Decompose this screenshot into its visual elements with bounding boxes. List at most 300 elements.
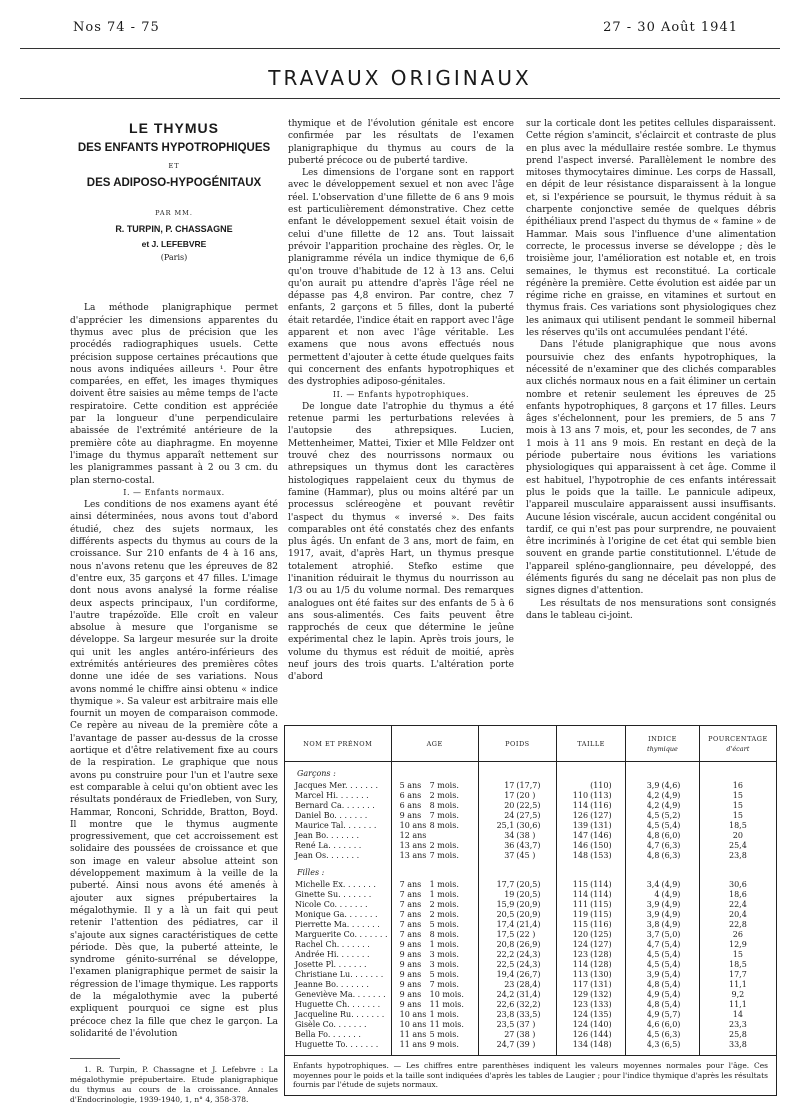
cell-name: Bella Fo. . . . . . . (285, 1030, 392, 1040)
cell-weight (478, 851, 556, 861)
cell-index-value: 4,8 (646, 850, 660, 860)
cell-weight (478, 900, 556, 910)
col-header-name: NOM ET PRÉNOM (285, 726, 392, 762)
table-body (285, 762, 777, 1096)
cell-height (557, 990, 626, 1000)
cell-weight-value: 22,2 (496, 949, 515, 959)
col-header-age: AGE (391, 726, 478, 762)
article-title-line1: LE THYMUS (129, 120, 219, 136)
cell-index-value: 4,8 (646, 999, 660, 1009)
cell-age-years: 7 ans (399, 909, 422, 919)
cell-weight-norm: (26,9) (516, 939, 541, 949)
cell-weight (478, 811, 556, 821)
cell-age (391, 920, 478, 930)
cell-name: Daniel Bo. . . . . . . (285, 811, 392, 821)
cell-age (391, 781, 478, 791)
cell-weight-value: 37 (504, 850, 515, 860)
cell-height-value: 126 (572, 810, 589, 820)
cell-age (391, 791, 478, 801)
article-title-block (70, 122, 278, 264)
cell-index-norm: (5,4) (661, 820, 681, 830)
cell-name: Marcel Hi. . . . . . . (285, 791, 392, 801)
cell-weight (478, 920, 556, 930)
cell-index-norm: (5,2) (661, 810, 681, 820)
cell-height (557, 831, 626, 841)
cell-index-value: 4,8 (646, 979, 660, 989)
cell-index-value: 3,9 (646, 909, 660, 919)
cell-index-norm: (4,9) (661, 899, 681, 909)
section-rule (20, 98, 780, 99)
cell-index-value: 3,8 (646, 919, 660, 929)
cell-height-norm: (130) (590, 969, 612, 979)
cell-age (391, 841, 478, 851)
cell-index-value: 4,5 (646, 949, 660, 959)
cell-index-value: 4,5 (646, 1029, 660, 1039)
cell-height-norm: (131) (590, 979, 612, 989)
cell-weight (478, 1010, 556, 1020)
cell-age-months: 9 mois. (429, 1039, 459, 1049)
cell-age-months: 5 mois. (429, 1029, 459, 1039)
article-authors-2: et J. LEFEBVRE (141, 238, 207, 249)
cell-height (557, 1040, 626, 1050)
group-label-girls: Filles : (285, 867, 392, 880)
cell-index (626, 880, 700, 890)
col-header-pct-label: POURCENTAGE (708, 734, 768, 743)
cell-weight-norm: (17,7) (516, 780, 541, 790)
cell-height-value: 115 (572, 919, 589, 929)
cell-age-months: 1 mois. (429, 939, 459, 949)
cell-weight (478, 970, 556, 980)
cell-index-norm: (4,9) (661, 909, 681, 919)
cell-age (391, 880, 478, 890)
cell-height (557, 811, 626, 821)
cell-age-years: 12 ans (399, 830, 427, 840)
cell-height-norm: (148) (590, 1039, 612, 1049)
cell-index-norm: (5,7) (661, 1009, 681, 1019)
cell-weight (478, 1040, 556, 1050)
cell-age-years: 6 ans (399, 790, 422, 800)
cell-weight-value: 23 (504, 979, 515, 989)
section-heading-hypotrophic: II. — Enfants hypotrophiques. (332, 389, 470, 399)
cell-height-value: 146 (572, 840, 589, 850)
table-row (285, 801, 777, 811)
cell-weight (478, 910, 556, 920)
col-header-height: TAILLE (557, 726, 626, 762)
cell-height-value: 110 (572, 790, 589, 800)
cell-pct: 17,7 (728, 969, 747, 979)
cell-age (391, 970, 478, 980)
cell-age (391, 801, 478, 811)
cell-age-months: 2 mois. (429, 899, 459, 909)
cell-index (626, 970, 700, 980)
cell-weight (478, 1020, 556, 1030)
cell-pct: 20,4 (728, 909, 747, 919)
cell-age-months: 1 mois. (429, 889, 459, 899)
cell-weight-value: 19,4 (496, 969, 515, 979)
cell-index (626, 791, 700, 801)
cell-weight-norm: (20,5) (516, 889, 541, 899)
cell-weight-value: 17 (504, 790, 515, 800)
cell-name: Nicole Co. . . . . . . (285, 900, 392, 910)
table-row (285, 900, 777, 910)
cell-age-months: 7 mois. (429, 850, 459, 860)
cell-age (391, 1000, 478, 1010)
cell-weight (478, 880, 556, 890)
cell-pct: 33,8 (728, 1039, 747, 1049)
cell-index-value: 4 (654, 889, 660, 899)
cell-age-months: 7 mois. (429, 979, 459, 989)
col-header-index-label: INDICE (648, 734, 677, 743)
cell-height (557, 851, 626, 861)
cell-weight-norm: (32,2) (516, 999, 541, 1009)
cell-weight-value: 17,4 (496, 919, 515, 929)
cell-age-months: 1 mois. (429, 879, 459, 889)
cell-index-norm: (6,0) (661, 830, 681, 840)
cell-age (391, 910, 478, 920)
cell-pct: 16 (732, 780, 743, 790)
cell-weight (478, 781, 556, 791)
cell-pct: 11,1 (728, 979, 747, 989)
cell-weight (478, 950, 556, 960)
cell-height (557, 980, 626, 990)
cell-age-months: 3 mois. (429, 949, 459, 959)
cell-age-years: 10 ans (399, 1009, 427, 1019)
table-row (285, 930, 777, 940)
issue-date: 27 - 30 Août 1941 (603, 20, 738, 35)
cell-age-months: 8 mois. (429, 800, 459, 810)
cell-age (391, 1020, 478, 1030)
cell-index-value: 4,8 (646, 830, 660, 840)
cell-index-value: 4,9 (646, 989, 660, 999)
cell-height-norm: (115) (590, 899, 612, 909)
cell-height-norm: (128) (590, 949, 612, 959)
cell-height-value: 124 (572, 1009, 589, 1019)
cell-age-years: 7 ans (399, 889, 422, 899)
table-row (285, 791, 777, 801)
table-row (285, 890, 777, 900)
cell-weight (478, 940, 556, 950)
cell-age-years: 5 ans (399, 780, 422, 790)
cell-weight-value: 20 (504, 800, 515, 810)
cell-age (391, 900, 478, 910)
cell-height-norm: (135) (590, 1009, 612, 1019)
cell-index (626, 841, 700, 851)
cell-name: Huguette To. . . . . . . (285, 1040, 392, 1050)
cell-weight-value: 19 (504, 889, 515, 899)
cell-weight-norm: (28,4) (516, 979, 541, 989)
cell-age-years: 10 ans (399, 820, 427, 830)
cell-age-years: 6 ans (399, 800, 422, 810)
cell-age-months: 7 mois. (429, 810, 459, 820)
cell-height-norm: (131) (590, 820, 612, 830)
cell-name: Rachel Ch. . . . . . . (285, 940, 392, 950)
cell-name: Ginette Su. . . . . . . (285, 890, 392, 900)
cell-index (626, 990, 700, 1000)
cell-age-years: 9 ans (399, 969, 422, 979)
cell-index-norm: (5,4) (661, 989, 681, 999)
cell-index-norm: (5,4) (661, 949, 681, 959)
cell-index-norm: (6,3) (661, 1029, 681, 1039)
footnote: 1. R. Turpin, P. Chassagne et J. Lefebvre : La mégalothymie prépubertaire. Etude planigraphique du thymus au cours de la croissance. Annales d'Endocrinologie, 1939-1940, 1, n° 4, 358-378. (70, 1065, 278, 1105)
cell-name: Maurice Tal. . . . . . . (285, 821, 392, 831)
table-row (285, 1030, 777, 1040)
cell-height-value: 114 (572, 889, 589, 899)
cell-age-years: 9 ans (399, 999, 422, 1009)
cell-height (557, 900, 626, 910)
intro-paragraph: La méthode planigraphique permet d'apprécier les dimensions apparentes du thymus avec plus de précision que les procédés radiographiques usuels. Cette précision suppose certaines précautions que nous avons indiquées ailleurs ¹. Pour être comparées, en effet, les images thymiques doivent être saisies au même temps de l'acte respiratoire. Cette condition est appréciée par la longueur d'une perpendiculaire abaissée de l'extrémité antérieure de la première côte au diaphragme. En moyenne l'image du thymus apparaît nettement sur les planigrammes passant à 2 ou 3 cm. du plan sterno-costal. (70, 303, 278, 486)
cell-age-years: 7 ans (399, 899, 422, 909)
cell-name: Gisèle Co. . . . . . . (285, 1020, 392, 1030)
footnote-rule (70, 1058, 120, 1059)
cell-height-value: 123 (572, 949, 589, 959)
header-rule (20, 48, 780, 49)
table-row (285, 811, 777, 821)
cell-weight-value: 22,5 (496, 959, 515, 969)
cell-index-norm: (5,0) (661, 929, 681, 939)
table-row (285, 950, 777, 960)
table-row (285, 980, 777, 990)
cell-age-months: 2 mois. (429, 909, 459, 919)
cell-pct: 15 (732, 949, 743, 959)
cell-weight-norm: (20 ) (516, 790, 536, 800)
cell-pct: 22,8 (728, 919, 747, 929)
cell-weight-norm: (45 ) (516, 850, 536, 860)
table-row (285, 841, 777, 851)
cell-weight-norm: (43,7) (516, 840, 541, 850)
cell-height-norm: (116) (590, 800, 612, 810)
cell-weight (478, 930, 556, 940)
cell-weight-norm: (37 ) (516, 1019, 536, 1029)
cell-height-norm: (125) (590, 929, 612, 939)
cell-pct: 23,3 (728, 1019, 747, 1029)
cell-index (626, 851, 700, 861)
cell-index-norm: (6,3) (661, 840, 681, 850)
cell-weight-norm: (20,9) (516, 909, 541, 919)
cell-name: Jean Bo. . . . . . . (285, 831, 392, 841)
cell-index (626, 811, 700, 821)
cell-weight-norm: (22,5) (516, 800, 541, 810)
table-row (285, 821, 777, 831)
cell-age-years: 7 ans (399, 919, 422, 929)
table-row (285, 1000, 777, 1010)
cell-index-norm: (4,9) (661, 889, 681, 899)
cell-index-value: 3,9 (646, 969, 660, 979)
group-row-boys (285, 768, 777, 781)
cell-age (391, 821, 478, 831)
col-header-index-sub: thymique (646, 744, 678, 753)
cell-height-value: 148 (572, 850, 589, 860)
cell-age (391, 980, 478, 990)
cell-index (626, 801, 700, 811)
cell-age (391, 990, 478, 1000)
cell-age-years: 7 ans (399, 879, 422, 889)
table-row (285, 1040, 777, 1050)
cell-name: Michelle Ex. . . . . . . (285, 880, 392, 890)
cell-index (626, 930, 700, 940)
cell-index (626, 781, 700, 791)
cell-weight-value: 20,5 (496, 909, 515, 919)
cell-pct: 26 (732, 929, 743, 939)
cell-index-norm: (4,9) (661, 800, 681, 810)
table-row (285, 970, 777, 980)
cell-index-value: 4,2 (646, 790, 660, 800)
cell-height (557, 1000, 626, 1010)
cell-name: Josette Pl. . . . . . . (285, 960, 392, 970)
cell-height (557, 781, 626, 791)
cell-height-value: 134 (572, 1039, 589, 1049)
article-city: (Paris) (160, 253, 188, 263)
cell-pct: 30,6 (728, 879, 747, 889)
cell-age (391, 811, 478, 821)
cell-height-value: 147 (572, 830, 589, 840)
cell-age-years: 9 ans (399, 989, 422, 999)
cell-height (557, 970, 626, 980)
cell-height (557, 801, 626, 811)
cell-index (626, 1020, 700, 1030)
cell-height-norm: (115) (590, 909, 612, 919)
cell-age-months: 11 mois. (429, 1019, 464, 1029)
article-title-line3: ET (168, 161, 180, 170)
cell-height-norm: (153) (590, 850, 612, 860)
section-heading-normal: I. — Enfants normaux. (123, 487, 225, 497)
table-note: Enfants hypotrophiques. — Les chiffres entre parenthèses indiquent les valeurs moyennes normales pour l'âge. Ces moyennes pour le poids et la taille sont indiquées d'après les tables de Laugier ; pour l'indice thymique d'après les résultats fournis par l'étude de sujets normaux. (285, 1056, 777, 1096)
cell-age-years: 9 ans (399, 979, 422, 989)
cell-index-norm: (4,9) (661, 919, 681, 929)
cell-weight-value: 20,8 (496, 939, 515, 949)
cell-index (626, 821, 700, 831)
cell-pct: 18,5 (728, 959, 747, 969)
cell-weight (478, 841, 556, 851)
cell-pct: 25,8 (728, 1029, 747, 1039)
article-title-line4: DES ADIPOSO-HYPOGÉNITAUX (86, 176, 262, 189)
cell-age (391, 940, 478, 950)
cell-pct: 12,9 (728, 939, 747, 949)
cell-height-norm: (113) (590, 790, 612, 800)
cell-height (557, 950, 626, 960)
cell-index-value: 4,6 (646, 1019, 660, 1029)
cell-weight-value: 15,9 (496, 899, 515, 909)
cell-height-value: 114 (572, 800, 589, 810)
cell-index (626, 940, 700, 950)
cell-weight (478, 791, 556, 801)
cell-height-value: 129 (572, 989, 589, 999)
issue-number: Nos 74 - 75 (73, 20, 160, 35)
cell-height-value: 124 (572, 939, 589, 949)
cell-index-value: 4,5 (646, 810, 660, 820)
cell-age-years: 10 ans (399, 1019, 427, 1029)
table-row (285, 1010, 777, 1020)
cell-age-years: 9 ans (399, 939, 422, 949)
cell-age-years: 9 ans (399, 959, 422, 969)
cell-weight-value: 17,5 (496, 929, 515, 939)
cell-weight-value: 25,1 (496, 820, 515, 830)
cell-age-months: 8 mois. (429, 820, 459, 830)
cell-age (391, 1040, 478, 1050)
cell-height-norm: (114) (590, 879, 612, 889)
cell-pct: 18,5 (728, 820, 747, 830)
cell-name: Huguette Ch. . . . . . . (285, 1000, 392, 1010)
table-row (285, 960, 777, 970)
cell-height (557, 1020, 626, 1030)
cell-index (626, 831, 700, 841)
cell-index-value: 3,4 (646, 879, 660, 889)
column-middle (288, 118, 514, 684)
cell-height (557, 791, 626, 801)
cell-index-value: 4,9 (646, 1009, 660, 1019)
cell-age-months: 2 mois. (429, 840, 459, 850)
table-row (285, 990, 777, 1000)
cell-age-months: 5 mois. (429, 969, 459, 979)
cell-weight (478, 960, 556, 970)
cell-pct: 20 (732, 830, 743, 840)
cell-name: Bernard Ca. . . . . . . (285, 801, 392, 811)
cell-height-norm: (150) (590, 840, 612, 850)
cell-height-value: 114 (572, 959, 589, 969)
cell-index-value: 3,9 (646, 899, 660, 909)
cell-height-norm: (116) (590, 919, 612, 929)
cell-weight-value: 36 (504, 840, 515, 850)
cell-name: Jacqueline Ru. . . . . . . (285, 1010, 392, 1020)
cell-age-months: 10 mois. (429, 989, 464, 999)
cell-pct: 23,8 (728, 850, 747, 860)
cell-index-norm: (4,6) (661, 780, 681, 790)
cell-weight (478, 801, 556, 811)
col-header-weight: POIDS (478, 726, 556, 762)
cell-name: Geneviève Ma. . . . . . . (285, 990, 392, 1000)
cell-weight-norm: (20,9) (516, 899, 541, 909)
cell-name: René La. . . . . . . (285, 841, 392, 851)
cell-weight-norm: (33,5) (516, 1009, 541, 1019)
cell-age (391, 930, 478, 940)
cell-weight (478, 980, 556, 990)
cell-name: Pierrette Ma. . . . . . . (285, 920, 392, 930)
cell-height (557, 940, 626, 950)
table-row (285, 1020, 777, 1030)
cell-weight-value: 34 (504, 830, 515, 840)
cell-weight-norm: (38 ) (516, 830, 536, 840)
cell-index-norm: (5,4) (661, 999, 681, 1009)
cell-index (626, 1000, 700, 1010)
cell-weight-value: 17 (504, 780, 515, 790)
cell-age-years: 9 ans (399, 810, 422, 820)
cell-height (557, 1010, 626, 1020)
cell-index-value: 3,7 (646, 929, 660, 939)
cell-index (626, 910, 700, 920)
cell-index (626, 920, 700, 930)
cell-weight-norm: (30,6) (516, 820, 541, 830)
cell-weight-value: 17,7 (496, 879, 515, 889)
cell-age-months: 5 mois. (429, 919, 459, 929)
cell-weight-norm: (26,7) (516, 969, 541, 979)
table-row (285, 920, 777, 930)
cell-index-value: 3,9 (646, 780, 660, 790)
col-header-index (626, 726, 700, 762)
cell-index-norm: (5,4) (661, 969, 681, 979)
cell-index (626, 1010, 700, 1020)
cell-height-value: 111 (572, 899, 589, 909)
cell-age-months: 8 mois. (429, 929, 459, 939)
col-header-pct (699, 726, 776, 762)
cell-height-norm: (140) (590, 1019, 612, 1029)
cell-height (557, 910, 626, 920)
cell-name: Jean Os. . . . . . . (285, 851, 392, 861)
cell-age (391, 831, 478, 841)
cell-height-value: 126 (572, 1029, 589, 1039)
cell-index-value: 4,5 (646, 959, 660, 969)
cell-index-norm: (5,4) (661, 939, 681, 949)
results-intro-paragraph: Les résultats de nos mensurations sont consignés dans le tableau ci-joint. (526, 598, 776, 621)
cell-height-value: 123 (572, 999, 589, 1009)
